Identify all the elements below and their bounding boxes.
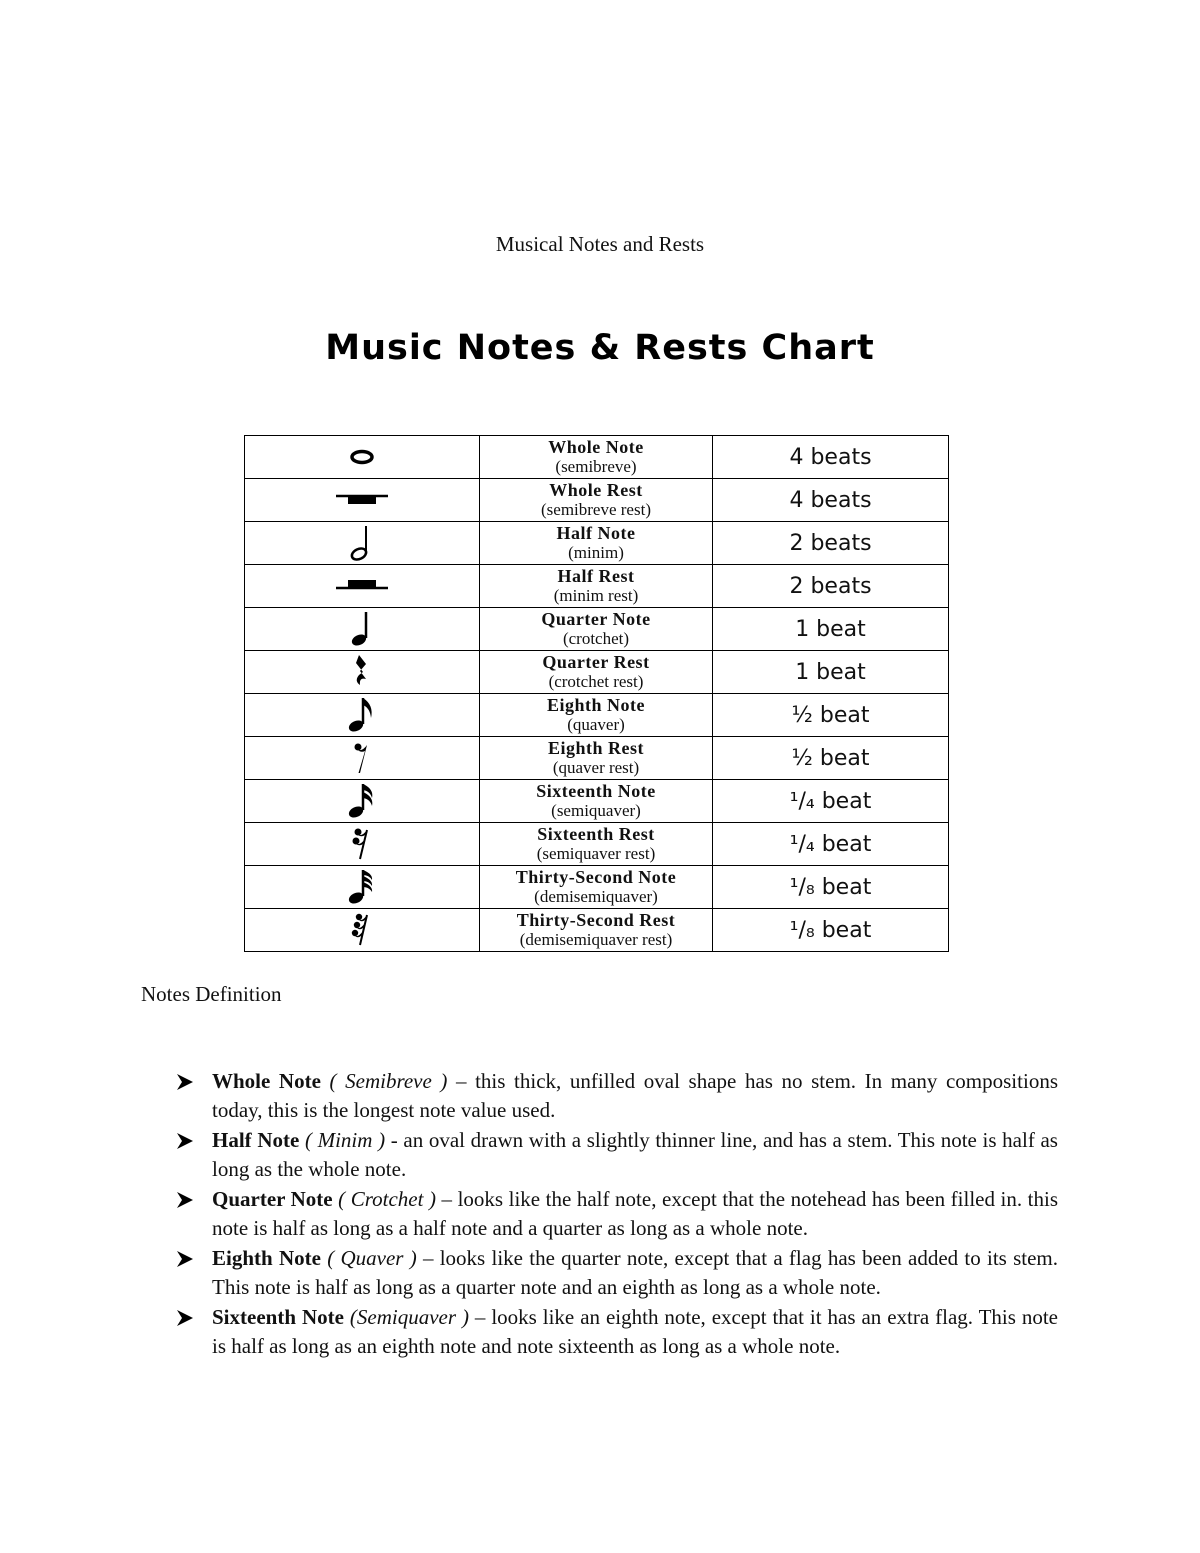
beat-value: 2 beats <box>713 522 949 565</box>
note-name: Whole Note <box>548 437 644 457</box>
note-name: Quarter Rest <box>542 652 650 672</box>
definition-alt-name: (Semiquaver ) <box>349 1305 469 1329</box>
beat-value: 1 beat <box>713 608 949 651</box>
notes-rests-chart <box>244 435 949 952</box>
note-name: Thirty-Second Note <box>515 867 677 887</box>
table-row <box>245 479 949 522</box>
section-heading: Notes Definition <box>141 982 282 1006</box>
list-item <box>176 1244 1058 1302</box>
chart-heading: Music Notes & Rests Chart <box>325 328 875 368</box>
note-name: Quarter Note <box>541 609 651 629</box>
note-alt-name: (semibreve rest) <box>541 500 651 519</box>
quarter-note-icon <box>347 610 377 648</box>
arrow-bullet-icon <box>176 1132 194 1150</box>
note-name: Sixteenth Rest <box>537 824 655 844</box>
note-alt-name: (demisemiquaver) <box>534 887 658 906</box>
definition-alt-name: ( Crotchet ) <box>338 1187 436 1211</box>
definition-alt-name: ( Semibreve ) <box>329 1069 448 1093</box>
list-item <box>176 1126 1058 1184</box>
table-row <box>245 608 949 651</box>
page-title: Musical Notes and Rests <box>495 232 705 256</box>
note-alt-name: (minim) <box>568 543 624 562</box>
table-row <box>245 694 949 737</box>
thirty-second-note-icon <box>344 868 380 906</box>
beat-value: 1 beat <box>713 651 949 694</box>
table-row <box>245 651 949 694</box>
beat-value: ½ beat <box>713 737 949 780</box>
whole-rest-icon <box>332 488 392 512</box>
definition-term: Whole Note <box>212 1069 321 1093</box>
definition-term: Sixteenth Note <box>212 1305 344 1329</box>
note-name: Thirty-Second Rest <box>516 910 676 930</box>
table-row <box>245 737 949 780</box>
beat-value: ¹/₈ beat <box>713 866 949 909</box>
eighth-note-icon <box>344 696 380 734</box>
sixteenth-note-icon <box>344 782 380 820</box>
definition-text: – looks like the half note, except that the notehead has been filled in. this note is half as long as a half note and a quarter as long as a whole note. <box>212 1187 1058 1240</box>
beat-value: 4 beats <box>713 436 949 479</box>
definition-alt-name: ( Quaver ) <box>327 1246 417 1270</box>
note-alt-name: (demisemiquaver rest) <box>519 930 673 949</box>
half-note-icon <box>347 524 377 562</box>
half-rest-icon <box>332 574 392 598</box>
beat-value: ¹/₄ beat <box>713 780 949 823</box>
note-alt-name: (semiquaver rest) <box>536 844 656 863</box>
definition-text: – looks like the quarter note, except that a flag has been added to its stem. This note is half as long as a quarter note and an eighth as long as a whole note. <box>212 1246 1059 1299</box>
definition-term: Half Note <box>212 1128 300 1152</box>
note-name: Half Note <box>556 523 636 543</box>
list-item <box>176 1303 1058 1361</box>
table-row <box>245 823 949 866</box>
note-alt-name: (semiquaver) <box>551 801 641 820</box>
definition-text: - an oval drawn with a slightly thinner line, and has a stem. This note is half as long as the whole note. <box>212 1128 1058 1181</box>
note-name: Half Rest <box>557 566 635 586</box>
note-alt-name: (crotchet rest) <box>548 672 644 691</box>
definition-term: Quarter Note <box>212 1187 333 1211</box>
whole-note-icon <box>342 445 382 469</box>
table-row <box>245 909 949 952</box>
arrow-bullet-icon <box>176 1191 194 1209</box>
list-item <box>176 1185 1058 1243</box>
definition-text: – looks like an eighth note, except that it has an extra flag. This note is half as long as an eighth note and note sixteenth as long as a whole note. <box>212 1305 1058 1358</box>
beat-value: ¹/₄ beat <box>713 823 949 866</box>
note-name: Eighth Rest <box>547 738 644 758</box>
thirty-second-rest-icon <box>350 911 374 949</box>
beat-value: ¹/₈ beat <box>713 909 949 952</box>
eighth-rest-icon <box>350 739 374 777</box>
arrow-bullet-icon <box>176 1250 194 1268</box>
table-row <box>245 565 949 608</box>
beat-value: ½ beat <box>713 694 949 737</box>
definition-term: Eighth Note <box>212 1246 321 1270</box>
note-name: Sixteenth Note <box>536 781 656 801</box>
table-row <box>245 522 949 565</box>
definition-text: – this thick, unfilled oval shape has no stem. In many compositions today, this is the longest note value used. <box>212 1069 1058 1122</box>
list-item <box>176 1067 1058 1125</box>
note-alt-name: (minim rest) <box>553 586 639 605</box>
definitions-list <box>176 1067 1058 1362</box>
note-name: Eighth Note <box>546 695 645 715</box>
table-row <box>245 866 949 909</box>
beat-value: 2 beats <box>713 565 949 608</box>
arrow-bullet-icon <box>176 1309 194 1327</box>
note-name: Whole Rest <box>549 480 643 500</box>
note-alt-name: (crotchet) <box>562 629 630 648</box>
arrow-bullet-icon <box>176 1073 194 1091</box>
beat-value: 4 beats <box>713 479 949 522</box>
note-alt-name: (quaver) <box>567 715 625 734</box>
definition-alt-name: ( Minim ) <box>304 1128 386 1152</box>
sixteenth-rest-icon <box>350 825 374 863</box>
table-row <box>245 436 949 479</box>
table-row <box>245 780 949 823</box>
note-alt-name: (quaver rest) <box>552 758 640 777</box>
quarter-rest-icon <box>350 653 374 691</box>
note-alt-name: (semibreve) <box>555 457 637 476</box>
